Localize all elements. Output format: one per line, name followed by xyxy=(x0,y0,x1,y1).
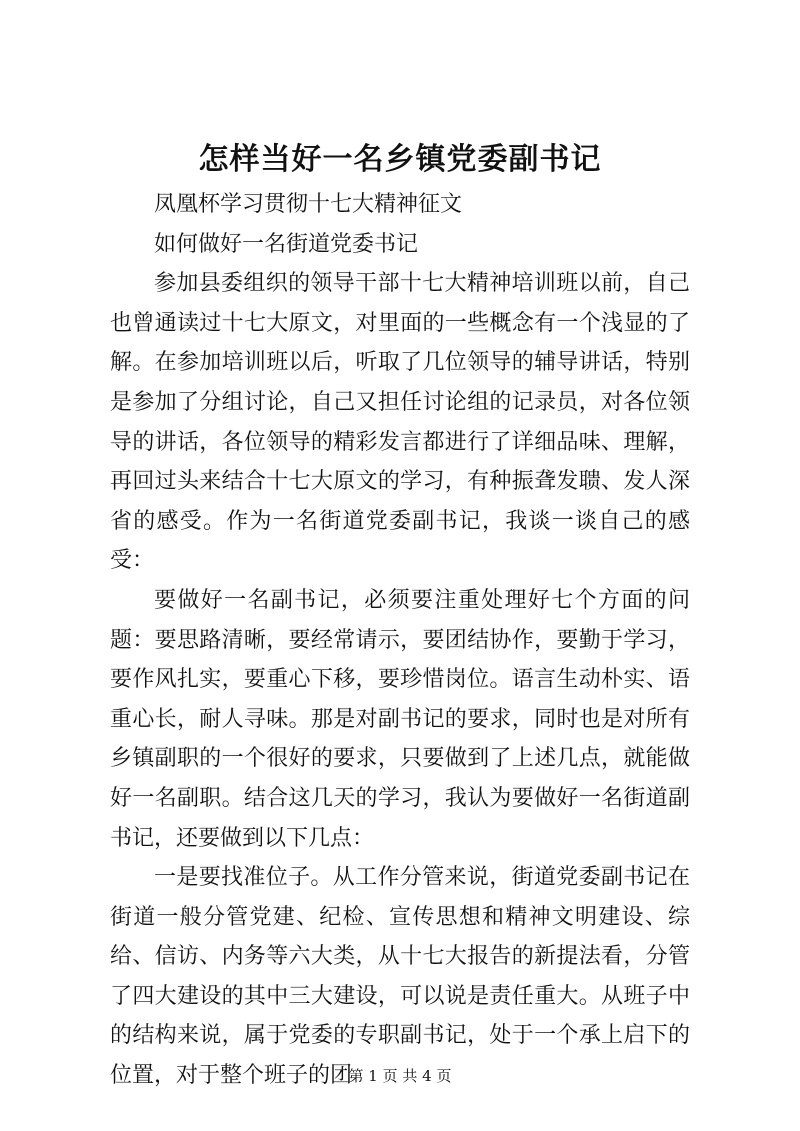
document-body xyxy=(110,185,690,1096)
document-title: 怎样当好一名乡镇党委副书记 xyxy=(198,142,602,177)
paragraph-point-one: 一是要找准位子。从工作分管来说，街道党委副书记在街道一般分管党建、纪检、宣传思想和精神文明建设、综给、信访、内务等六大类，从十七大报告的新提法看，分管了四大建设的其中三大建设，可以说是责任重大。从班子中的结构来说，属于党委的专职副书记，处于一个承上启下的位置，对于整个班子的团 xyxy=(110,865,690,1089)
paragraph-intro: 参加县委组织的领导干部十七大精神培训班以前，自己也曾通读过十七大原文，对里面的一些概念有一个浅显的了解。在参加培训班以后，听取了几位领导的辅导讲话，特别是参加了分组讨论，自己又担任讨论组的记录员，对各位领导的讲话，各位领导的精彩发言都进行了详细品味、理解，再回过头来结合十七大原文的学习，有种振聋发聩、发人深省的感受。作为一名街道党委副书记，我谈一谈自己的感受： xyxy=(110,271,690,574)
page-footer: 第 1 页 共 4 页 xyxy=(348,1067,452,1085)
paragraph-subtitle-2: 如何做好一名街道党委书记 xyxy=(154,231,419,257)
paragraph-requirements: 要做好一名副书记，必须要注重处理好七个方面的问题：要思路清晰，要经常请示，要团结协作，要勤于学习，要作风扎实，要重心下移，要珍惜岗位。语言生动朴实、语重心长，耐人寻味。那是对副书记的要求，同时也是对所有乡镇副职的一个很好的要求，只要做到了上述几点，就能做好一名副职。结合这几天的学习，我认为要做好一名街道副书记，还要做到以下几点： xyxy=(110,587,690,851)
paragraph-subtitle-1: 凤凰杯学习贯彻十七大精神征文 xyxy=(154,192,463,217)
